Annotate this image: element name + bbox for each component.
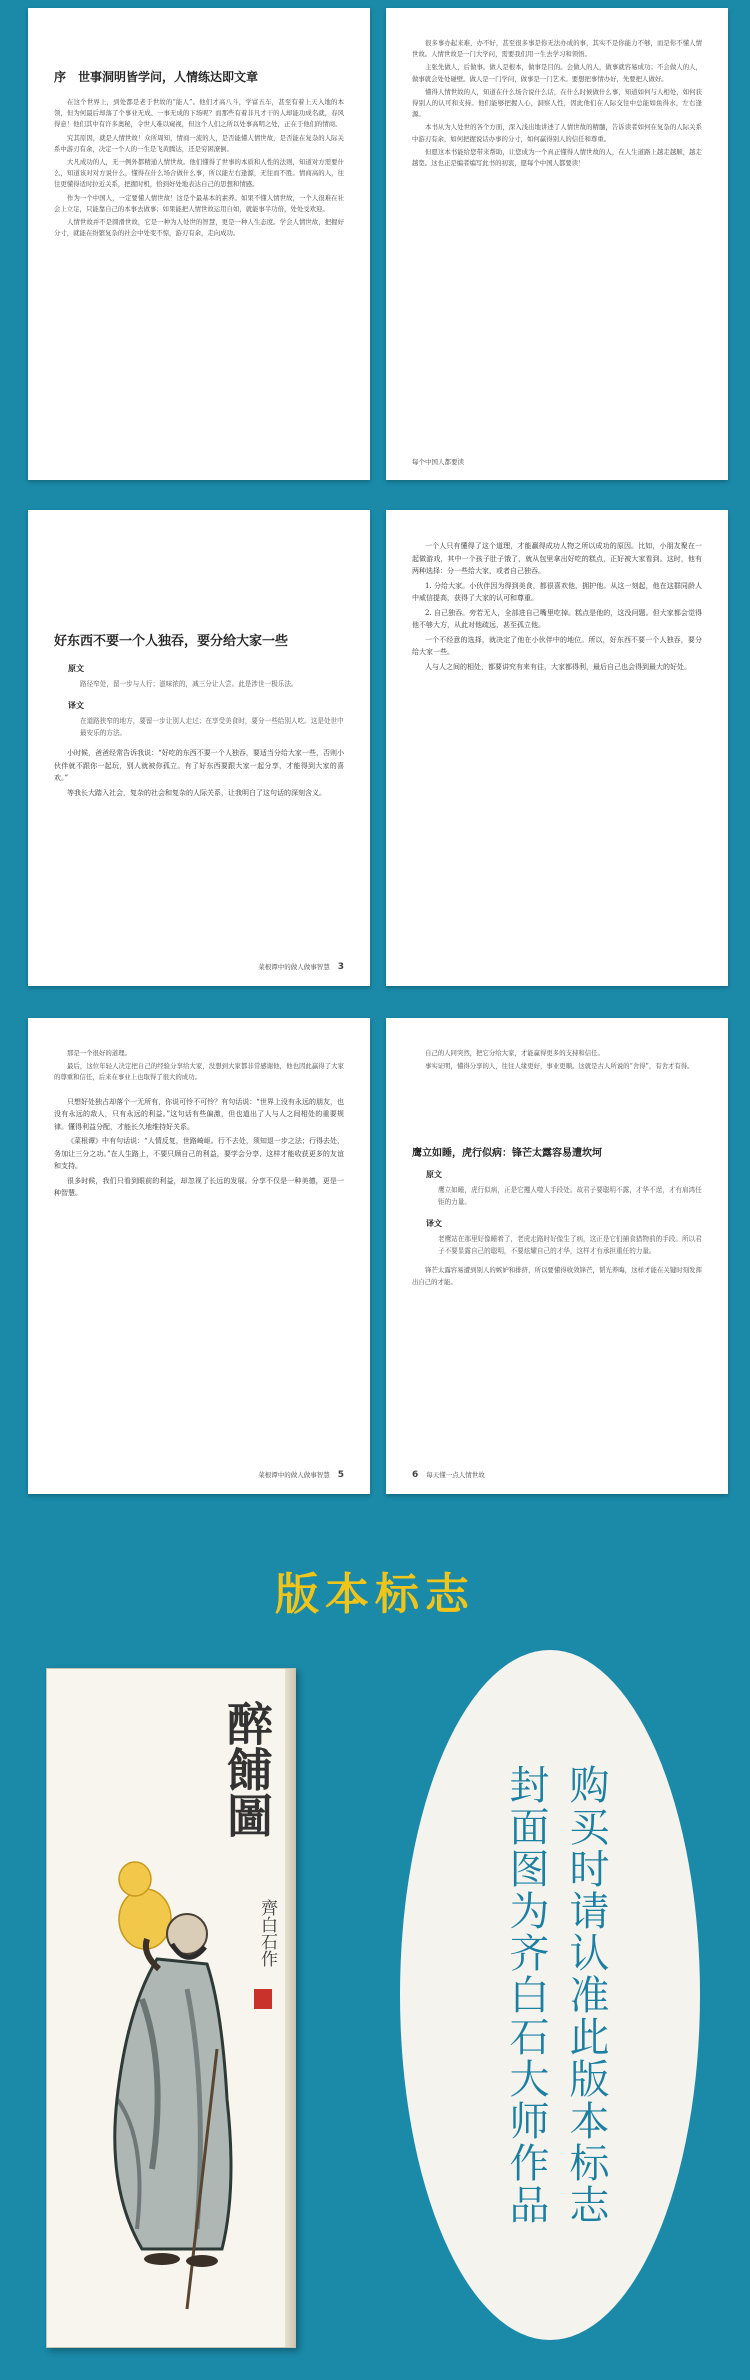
book-page-6 bbox=[386, 1018, 728, 1494]
chapter-title: 好东西不要一个人独吞，要分给大家一些 bbox=[54, 634, 289, 649]
book-page-4 bbox=[386, 510, 728, 986]
paragraph: 很多事办起来难，办不好，甚至很多事是你无法办成的事，其实不是你能力不够，而是你不懂人情世故。人情世故是一门大学问，需要我们用一生去学习和领悟。 bbox=[412, 39, 702, 59]
paragraph: 锋芒太露容易遭到别人的嫉妒和排挤，所以要懂得收敛锋芒，韬光养晦，这样才能在关键时刻发挥出自己的才能。 bbox=[412, 1266, 702, 1286]
paragraph: 人情世故并不是圆滑世故，它是一种为人处世的智慧，更是一种人生态度。学会人情世故，把握好分寸，就能在纷繁复杂的社会中处变不惊，游刃有余，走向成功。 bbox=[54, 218, 344, 238]
page-footer bbox=[412, 1470, 485, 1480]
painting-title-calligraphy: 醉餔圖 bbox=[220, 1700, 274, 1838]
translation-text: 在道路狭窄的地方，要留一步让别人走过；在享受美食时，要分一些给别人吃。这是处世中最安乐的方法。 bbox=[80, 717, 344, 737]
paragraph: 最后，这位年轻人决定把自己的经验分享给大家，没想到大家都非常感谢他，他也因此赢得了大家的尊重和信任，后来在事业上也取得了很大的成功。 bbox=[54, 1062, 344, 1082]
book-spine bbox=[285, 1669, 295, 2347]
purchase-notice-oval bbox=[400, 1650, 700, 2340]
footer-label: 每天懂一点人情世故 bbox=[426, 1471, 485, 1479]
paragraph: 一个不经意的选择，就决定了他在小伙伴中的地位。所以，好东西不要一个人独吞，要分给大家一些。 bbox=[412, 635, 702, 656]
translation-text: 老鹰站在那里好像睡着了，老虎走路时好像生了病，这正是它们捕食猎物前的手段。所以君子不要显露自己的聪明，不要炫耀自己的才华，这样才有承担重任的力量。 bbox=[438, 1235, 702, 1256]
paragraph: 事实证明，懂得分享的人，往往人缘更好，事业更顺。这就是古人所说的“舍得”，有舍才有得。 bbox=[425, 1062, 694, 1071]
paragraph: 那是一个很好的道理。 bbox=[67, 1049, 131, 1057]
painting-inscription: 齊白石作 bbox=[257, 1899, 277, 1967]
footer-label: 菜根谭中的做人做事智慧 bbox=[258, 1471, 330, 1479]
paragraph: 在这个世界上，到处都是老于世故的“能人”。他们才高八斗，学富五车，甚至有着上天入地的本领，但为何最后却落了个事业无成、一事无成的下场呢？而那些有着非凡才干的人却能功成名就，春风得意！他们其中有许多奥秘，令世人难以窥视，但这个人们之所以处事高明之处，正在于他们的情商。 bbox=[54, 98, 344, 129]
paragraph: 很多时候，我们只看到眼前的利益，却忽视了长远的发展。分享不仅是一种美德，更是一种智慧。 bbox=[54, 1176, 344, 1198]
original-label: 原文 bbox=[426, 1170, 442, 1180]
page-number: 6 bbox=[412, 1470, 419, 1480]
translation-label: 译文 bbox=[426, 1219, 442, 1229]
book-page-preface bbox=[28, 8, 370, 480]
paragraph: 只想好处独占却落个一无所有，你说可怜不可怜？有句话说：“世界上没有永远的朋友，也没有永远的敌人，只有永远的利益。”这句话有些偏激，但也道出了人与人之间相处的重要规律。懂得利益分配，才能长久地维持好关系。 bbox=[54, 1097, 344, 1131]
chapter-title: 鹰立如睡，虎行似病：锋芒太露容易遭坎坷 bbox=[412, 1148, 602, 1160]
paragraph: 人与人之间的相处，都要讲究有来有往，大家都得利，最后自己也会得到最大的好处。 bbox=[425, 662, 691, 671]
original-label: 原文 bbox=[68, 664, 84, 673]
page-number: 3 bbox=[337, 962, 344, 972]
paragraph: 等我长大踏入社会，复杂的社会和复杂的人际关系，让我明白了这句话的深刻含义。 bbox=[67, 788, 326, 797]
book-page-preface-cont bbox=[386, 8, 728, 480]
paragraph: 一个人只有懂得了这个道理，才能赢得成功人物之所以成功的原因。比如，小朋友聚在一起做游戏，其中一个孩子肚子饿了，就从包里拿出好吃的糕点，正好被大家看到。这时，他有两种选择：分一些给大家，或者自己独吞。 bbox=[412, 542, 702, 575]
paragraph: 2. 自己独吞。旁若无人，全部进自己嘴里吃掉。糕点是他的，这没问题。但大家都会觉得他不够大方，从此对他疏远，甚至孤立他。 bbox=[412, 608, 702, 629]
paragraph: 懂得人情世故的人，知道在什么场合说什么话，在什么时候做什么事，知道如何与人相处，如何获得别人的认可和支持。他们能够把握人心，洞察人性，因此他们在人际交往中总能如鱼得水，左右逢源。 bbox=[412, 87, 702, 119]
page-number: 5 bbox=[337, 1470, 344, 1480]
qi-baishi-painting bbox=[47, 1669, 297, 2349]
paragraph: 小时候，爸爸经常告诉我说：“好吃的东西不要一个人独吞，要适当分给大家一些，否则小伙伴就不跟你一起玩，别人就被你孤立。有了好东西要跟大家一起分享，才能得到大家的喜欢。” bbox=[54, 749, 344, 782]
paragraph: 自己的人同突然，把它分给大家，才能赢得更多的支持和信任。 bbox=[425, 1049, 604, 1057]
paragraph: 究其原因，就是人情世故！众所周知，情商一流的人，是否能懂人情世故，是否能在复杂的人际关系中游刃有余，决定一个人的一生是飞黄腾达，还是穷困潦倒。 bbox=[54, 133, 344, 153]
paragraph: 大凡成功的人，无一例外都精通人情世故。他们懂得了世事的本质和人性的法则，知道对方需要什么，知道该对对方说什么，懂得在什么场合做什么事，所以能左右逢源，无往而不胜。情商高的人，往往更懂得适时拉近关系，把握时机，恰到好处地表达自己的思想和情感。 bbox=[54, 158, 344, 189]
page-footer bbox=[412, 457, 464, 466]
original-text: 鹰立如睡，虎行似病，正是它攫人噬人手段处。故君子要聪明不露，才华不逞，才有肩鸿任钜的力量。 bbox=[438, 1186, 702, 1207]
preface-heading: 序 世事洞明皆学问，人情练达即文章 bbox=[54, 70, 259, 84]
footer-label: 每个中国人都要读 bbox=[412, 458, 464, 466]
figure-robe bbox=[115, 1959, 231, 2249]
book-cover-image bbox=[46, 1668, 296, 2348]
paragraph: 作为一个中国人，一定要懂人情世故！这是个最基本的素养。如果不懂人情世故，一个人很难在社会上立足，只能靠自己的本事去做事；如果能把人情世故运用自如，就能事半功倍，处处受欢迎。 bbox=[54, 193, 344, 213]
footer-label: 菜根谭中的做人做事智慧 bbox=[258, 963, 330, 971]
book-page-5 bbox=[28, 1018, 370, 1494]
page-footer bbox=[258, 1470, 344, 1480]
version-mark-banner: 版本标志 bbox=[275, 1569, 475, 1620]
notice-line-cover: 封面图为齐白石大师作品 bbox=[503, 1764, 549, 2226]
paragraph: 本书从为人处世的各个方面，深入浅出地讲述了人情世故的精髓，告诉读者如何在复杂的人际关系中游刃有余，如何把握说话办事的分寸，如何赢得别人的信任和尊重。 bbox=[412, 123, 702, 143]
paragraph: 但愿这本书能给您带来帮助，让您成为一个真正懂得人情世故的人，在人生道路上越走越顺，越走越宽。这也正是编者编写此书的初衷，愿每个中国人都要读！ bbox=[412, 147, 702, 168]
red-seal-icon bbox=[254, 1989, 272, 2009]
translation-label: 译文 bbox=[68, 701, 84, 710]
notice-line-buy: 购买时请认准此版本标志 bbox=[563, 1764, 609, 2226]
book-page-3 bbox=[28, 510, 370, 986]
paragraph: 主张先做人，后做事。做人是根本，做事是目的。会做人的人，做事就容易成功；不会做人的人，做事就会处处碰壁。做人是一门学问，做事是一门艺术。要想把事情办好，先要把人做好。 bbox=[412, 63, 702, 83]
paragraph: 1. 分给大家。小伙伴因为得到美食，都很喜欢他，拥护他。从这一刻起，他在这群同龄人中威信提高，获得了大家的认可和尊重。 bbox=[412, 581, 702, 602]
paragraph: 《菜根谭》中有句话说：“人情反复，世路崎岖。行不去处，须知退一步之法；行得去处，务加让三分之功。”在人生路上，不要只顾自己的利益，要学会分享，这样才能收获更多的友谊和支持。 bbox=[54, 1137, 344, 1171]
original-text: 路径窄处，留一步与人行；滋味浓的，减三分让人尝。此是涉世一极乐法。 bbox=[80, 680, 298, 688]
page-footer bbox=[258, 962, 344, 972]
